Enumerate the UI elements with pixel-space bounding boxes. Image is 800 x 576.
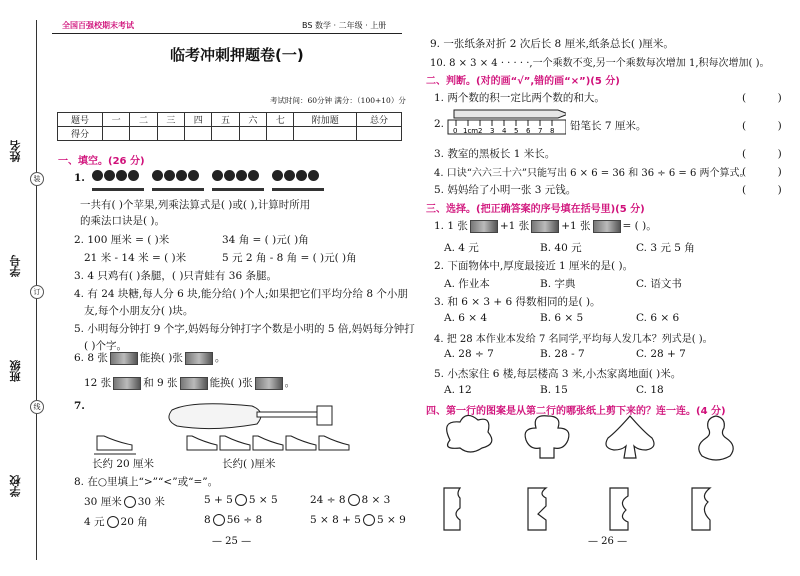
s3-q2: 2. 下面物体中,厚度最接近 1 厘米的是( )。 (434, 260, 634, 272)
score-header: 三 (157, 113, 184, 127)
apple-plate (272, 166, 324, 191)
student-id-label: 学号 (9, 255, 22, 277)
club-shape-icon (525, 416, 569, 458)
option[interactable]: A. 4 元 (444, 242, 479, 254)
s2-item: 5. 妈妈给了小明一张 3 元钱。 (434, 184, 577, 196)
answer-circle[interactable] (235, 494, 247, 506)
banknote-icon (180, 377, 208, 390)
q8-item: 24 ÷ 8 8 × 3 (310, 494, 391, 506)
q2b: 34 角 = ( )元( )角 (222, 234, 309, 246)
answer-paren[interactable]: ( ) (742, 184, 782, 196)
score-row-label: 得分 (58, 127, 103, 141)
pencil-icon (454, 110, 566, 118)
q8-item: 5 × 8 + 5 5 × 9 (310, 514, 406, 526)
score-header: 四 (185, 113, 212, 127)
apple-icon (188, 170, 199, 181)
q6b-post: 。 (284, 377, 296, 389)
q2a: 2. 100 厘米 = ( )米 (74, 234, 170, 246)
q6b (84, 375, 295, 390)
q10: 10. 8 × 3 × 4 · · · · ·,一个乘数不变,另一个乘数每次增加 1,积每次增加( )。 (430, 58, 770, 69)
apple-plate (92, 166, 144, 191)
apple-icon (128, 170, 139, 181)
svg-text:2: 2 (478, 127, 483, 135)
name-label: 姓名 (9, 140, 22, 162)
s3-q3: 3. 和 6 × 3 + 6 得数相同的是( )。 (434, 296, 601, 308)
svg-text:8: 8 (550, 127, 555, 135)
q6a-pre: 6. 8 张 (74, 352, 108, 364)
score-cell[interactable] (239, 127, 266, 141)
q9: 9. 一张纸条对折 2 次后长 8 厘米,纸条总长( )厘米。 (430, 38, 674, 50)
score-header: 七 (267, 113, 294, 127)
q8-item: 5 + 5 5 × 5 (204, 494, 278, 506)
s3-q4: 4. 把 28 本作业本发给 7 名同学,平均每人发几本？列式是( )。 (434, 334, 713, 345)
answer-circle[interactable] (124, 496, 136, 508)
apple-icon (92, 170, 103, 181)
q1-label: 1. (74, 172, 85, 184)
option[interactable]: B. 28 - 7 (540, 348, 585, 360)
score-cell[interactable] (102, 127, 129, 141)
left-page (52, 0, 415, 576)
q2c: 21 米 - 14 米 = ( )米 (84, 252, 187, 264)
q6a-mid: 能换( )张 (139, 352, 183, 364)
q6a (74, 350, 225, 365)
q6b-mid: 和 9 张 (143, 377, 178, 389)
answer-circle[interactable] (348, 494, 360, 506)
paper-shape-icon (444, 488, 460, 530)
q6a-post: 。 (214, 352, 226, 364)
exam-series: 全国百强校期末考试 (62, 21, 134, 30)
edition-label: BS 数学 · 二年级 · 上册 (302, 21, 387, 30)
q7-label: 7. (74, 400, 85, 412)
school-label: 学校 (9, 475, 22, 497)
s2-item: 2. (434, 118, 445, 130)
section2-title: 二、判断。(对的画“√”,错的画“×”)(5 分) (426, 76, 620, 87)
apple-icon (308, 170, 319, 181)
option[interactable]: B. 15 (540, 384, 568, 396)
apple-icon (284, 170, 295, 181)
q7-caption1: 长约 20 厘米 (92, 458, 155, 470)
svg-text:3: 3 (490, 127, 495, 135)
s3-q5: 5. 小杰家住 6 楼,每层楼高 3 米,小杰家离地面( )米。 (434, 368, 682, 380)
seal-mark: 线 (30, 400, 44, 414)
gourd-shape-icon (699, 416, 733, 460)
class-label: 班级 (9, 360, 22, 382)
q5b: ( )个字。 (84, 340, 128, 352)
option[interactable]: C. 28 + 7 (636, 348, 686, 360)
q8-item: 8 56 ÷ 8 (204, 514, 263, 526)
q1-text2: 的乘法口诀是( )。 (80, 215, 166, 227)
option[interactable]: A. 作业本 (444, 278, 490, 290)
s2-item: 3. 教室的黑板长 1 米长。 (434, 148, 556, 160)
option[interactable]: C. 语文书 (636, 278, 682, 290)
svg-text:5: 5 (514, 127, 519, 135)
answer-paren[interactable]: ( ) (742, 120, 782, 132)
answer-circle[interactable] (363, 514, 375, 526)
q6b-mid2: 能换( )张 (209, 377, 253, 389)
section1-title: 一、填空。(26 分) (58, 156, 145, 167)
apple-icon (248, 170, 259, 181)
svg-text:4: 4 (502, 127, 507, 135)
score-table (57, 112, 402, 141)
q5a: 5. 小明每分钟打 9 个字,妈妈每分钟打字个数是小明的 5 倍,妈妈每分钟打 (74, 323, 415, 335)
banknote-icon (531, 220, 559, 233)
page-number-left: — 25 — (212, 536, 252, 547)
foot-icon (97, 436, 132, 450)
banknote-icon (470, 220, 498, 233)
shovel-icon (169, 404, 332, 429)
apple-icon (236, 170, 247, 181)
answer-paren[interactable]: ( ) (742, 92, 782, 104)
option[interactable]: A. 6 × 4 (444, 312, 488, 324)
score-cell[interactable] (185, 127, 212, 141)
paper-shape-icon (528, 488, 546, 530)
q4b: 友,每个小朋友分( )块。 (84, 305, 194, 317)
option[interactable]: C. 6 × 6 (636, 312, 680, 324)
seal-mark: 装 (30, 172, 44, 186)
apple-icon (224, 170, 235, 181)
score-header: 附加题 (294, 113, 357, 127)
exam-title: 临考冲刺押题卷(一) (170, 46, 304, 64)
svg-text:0: 0 (453, 127, 458, 135)
option[interactable]: A. 12 (444, 384, 472, 396)
banknote-icon (593, 220, 621, 233)
apple-plate (212, 166, 264, 191)
cutout-figures (430, 410, 770, 540)
q8-item: 30 厘米 30 米 (84, 496, 165, 508)
option[interactable]: B. 40 元 (540, 242, 582, 254)
option[interactable]: B. 6 × 5 (540, 312, 584, 324)
score-header: 一 (102, 113, 129, 127)
apple-icon (212, 170, 223, 181)
s2-item: 1. 两个数的积一定比两个数的和大。 (434, 92, 605, 104)
section3-title: 三、选择。(把正确答案的序号填在括号里)(5 分) (426, 204, 645, 215)
s3-q1: 1. 1 张 +1 张 +1 张 = ( )。 (434, 220, 657, 232)
apple-icon (104, 170, 115, 181)
score-header: 总分 (356, 113, 401, 127)
apple-icon (152, 170, 163, 181)
svg-text:1cm: 1cm (463, 127, 479, 135)
score-header: 五 (212, 113, 239, 127)
section4-title: 四、第一行的图案是从第二行的哪张纸上剪下来的？连一连。(4 分) (426, 406, 726, 417)
ruler-numbers (453, 127, 554, 135)
answer-circle[interactable] (213, 514, 225, 526)
banknote-icon (255, 377, 283, 390)
s2-item: 4. 口诀“六六三十六”只能写出 6 × 6 = 36 和 36 ÷ 6 = 6 两个算式。 (434, 168, 750, 179)
ruler-pencil-figure (446, 104, 566, 136)
right-page (420, 0, 790, 576)
page-number-right: — 26 — (588, 536, 628, 547)
score-cell[interactable] (356, 127, 401, 141)
option[interactable]: A. 28 ÷ 7 (444, 348, 494, 360)
spade-shape-icon (606, 416, 654, 458)
q3: 3. 4 只鸡有( )条腿，( )只青蛙有 36 条腿。 (74, 270, 277, 282)
banknote-icon (110, 352, 138, 365)
option[interactable]: C. 3 元 5 角 (636, 242, 695, 254)
score-cell[interactable] (130, 127, 157, 141)
score-cell[interactable] (294, 127, 357, 141)
q2d: 5 元 2 角 - 8 角 = ( )元( )角 (222, 252, 357, 264)
banknote-icon (113, 377, 141, 390)
apple-icon (296, 170, 307, 181)
apple-plates (92, 166, 382, 192)
answer-paren[interactable]: ( ) (742, 166, 782, 178)
svg-text:7: 7 (538, 127, 543, 135)
header-rule (52, 33, 402, 34)
feet-row-icon (187, 436, 349, 450)
option[interactable]: C. 18 (636, 384, 664, 396)
q8-item: 4 元 20 角 (84, 516, 148, 528)
seal-mark: 订 (30, 285, 44, 299)
apple-icon (176, 170, 187, 181)
score-cell[interactable] (212, 127, 239, 141)
score-header: 二 (130, 113, 157, 127)
q7-caption2: 长约( )厘米 (222, 458, 276, 470)
paper-shape-icon (610, 488, 628, 530)
apple-plate (152, 166, 204, 191)
score-cell[interactable] (267, 127, 294, 141)
cloud-shape-icon (447, 415, 492, 452)
banknote-icon (185, 352, 213, 365)
apple-icon (272, 170, 283, 181)
binding-sidebar (0, 0, 48, 576)
score-header: 六 (239, 113, 266, 127)
q4a: 4. 有 24 块糖,每人分 6 块,能分给( )个人;如果把它们平均分给 8 个小朋 (74, 288, 408, 300)
answer-circle[interactable] (107, 516, 119, 528)
paper-shape-icon (692, 488, 710, 530)
time-note: 考试时间：60分钟 满分：（100+10）分 (270, 96, 406, 105)
q8: 8. 在○里填上“>”“<”或“=”。 (74, 476, 219, 488)
q6b-pre: 12 张 (84, 377, 112, 389)
svg-text:6: 6 (526, 127, 531, 135)
apple-icon (116, 170, 127, 181)
apple-icon (164, 170, 175, 181)
s2-q2-text: 铅笔长 7 厘米。 (570, 120, 647, 132)
option[interactable]: B. 字典 (540, 278, 576, 290)
score-cell[interactable] (157, 127, 184, 141)
answer-paren[interactable]: ( ) (742, 148, 782, 160)
q1-text: 一共有( )个苹果,列乘法算式是( )或( ),计算时所用 (80, 199, 311, 211)
score-header: 题号 (58, 113, 103, 127)
